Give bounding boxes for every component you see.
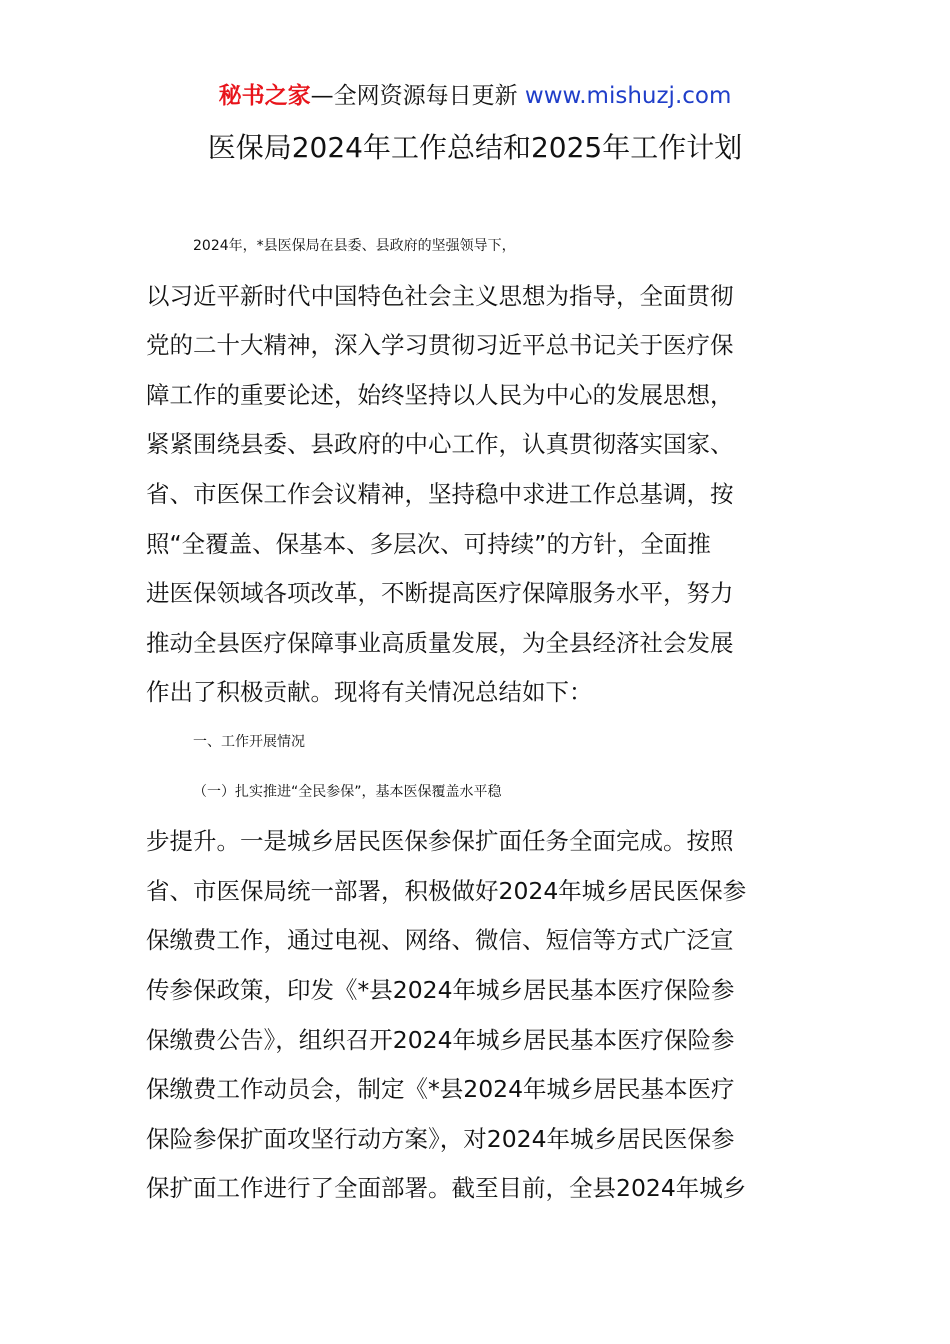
text-line: 推动全县医疗保障事业高质量发展，为全县经济社会发展: [146, 628, 734, 657]
text-line: 障工作的重要论述，始终坚持以人民为中心的发展思想，: [146, 380, 734, 409]
site-brand: 秘书之家: [218, 83, 311, 109]
site-tagline: —全网资源每日更新: [310, 83, 518, 109]
text-line: 保扩面工作进行了全面部署。截至目前，全县2024年城乡: [146, 1174, 747, 1203]
site-url-link[interactable]: www.mishuzj.com: [524, 83, 732, 109]
text-line: 保缴费工作动员会，制定《*县2024年城乡居民基本医疗: [146, 1075, 735, 1104]
text-line: 作出了积极贡献。现将有关情况总结如下：: [146, 678, 593, 707]
document-title: 医保局2024年工作总结和2025年工作计划: [207, 131, 743, 164]
text-line: 省、市医保工作会议精神，坚持稳中求进工作总基调，按: [146, 479, 734, 508]
text-line: 2024年，*县医保局在县委、县政府的坚强领导下，: [193, 238, 516, 254]
text-line: 传参保政策，印发《*县2024年城乡居民基本医疗保险参: [146, 975, 735, 1004]
text-line: 省、市医保局统一部署，积极做好2024年城乡居民医保参: [146, 876, 747, 905]
text-line: 以习近平新时代中国特色社会主义思想为指导，全面贯彻: [146, 281, 734, 310]
document-body: [146, 222, 814, 1214]
text-line: 紧紧围绕县委、县政府的中心工作，认真贯彻落实国家、: [146, 430, 734, 459]
intro-paragraph: [146, 222, 814, 718]
section-heading: [146, 718, 814, 768]
text-line: 保缴费公告》，组织召开2024年城乡居民基本医疗保险参: [146, 1025, 735, 1054]
text-line: 保险参保扩面攻坚行动方案》，对2024年城乡居民医保参: [146, 1124, 735, 1153]
section-paragraph: [146, 768, 814, 1214]
text-line: 一、工作开展情况: [193, 733, 305, 750]
text-line: 进医保领域各项改革，不断提高医疗保障服务水平，努力: [146, 579, 734, 608]
text-line: 照“全覆盖、保基本、多层次、可持续”的方针，全面推: [146, 529, 711, 558]
site-header: [0, 80, 950, 112]
text-line: 步提升。一是城乡居民医保参保扩面任务全面完成。按照: [146, 827, 734, 856]
text-line: （一）扎实推进“全民参保”，基本医保覆盖水平稳: [193, 783, 502, 800]
text-line: 保缴费工作，通过电视、网络、微信、短信等方式广泛宣: [146, 926, 734, 955]
text-line: 党的二十大精神，深入学习贯彻习近平总书记关于医疗保: [146, 331, 734, 360]
